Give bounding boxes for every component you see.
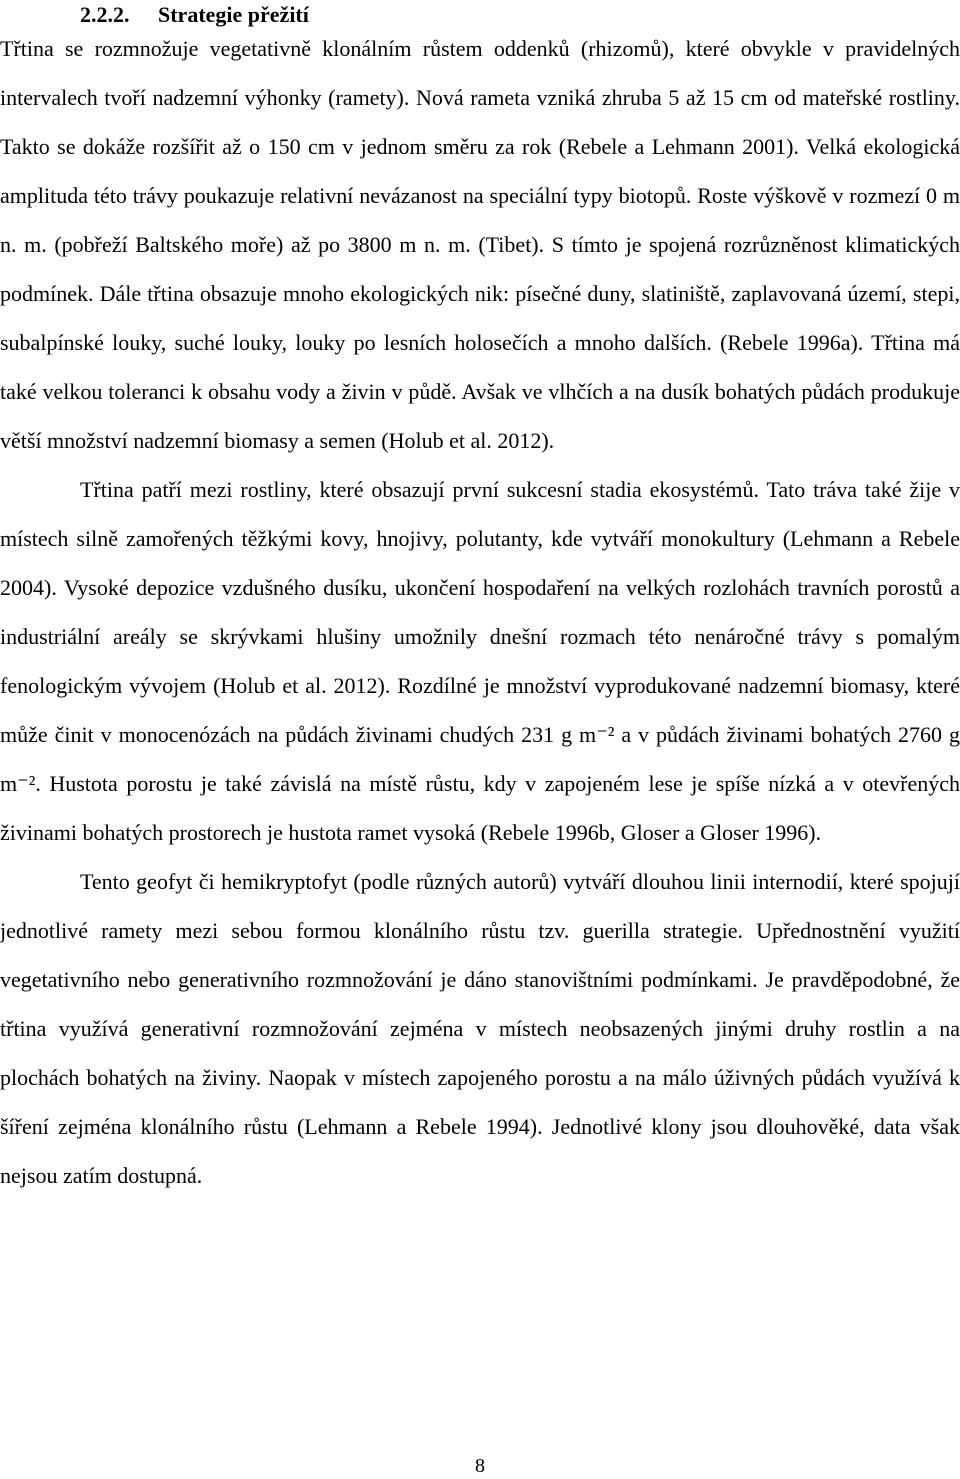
page-number: 8 — [475, 1455, 485, 1477]
paragraph-1: Třtina se rozmnožuje vegetativně klonálním růstem oddenků (rhizomů), které obvykle v pravidelných intervalech tvoří nadzemní výhonky (ramety). Nová rameta vzniká zhruba 5 až 15 cm od mateřské rostliny. Takto se dokáže rozšířit až o 150 cm v jednom směru za rok (Rebele a Lehmann 2001). Velká ekologická amplituda této trávy poukazuje relativní nevázanost na speciální typy biotopů. Roste výškově v rozmezí 0 m n. m. (pobřeží Baltského moře) až po 3800 m n. m. (Tibet). S tímto je spojená rozrůzněnost klimatických podmínek. Dále třtina obsazuje mnoho ekologických nik: písečné duny, slatiniště, zaplavovaná území, stepi, subalpínské louky, suché louky, louky po lesních holosečích a mnoho dalších. (Rebele 1996a). Třtina má také velkou toleranci k obsahu vody a živin v půdě. Avšak ve vlhčích a na dusík bohatých půdách produkuje větší množství nadzemní biomasy a semen (Holub et al. 2012). — [0, 36, 960, 453]
section-title: Strategie přežití — [158, 2, 309, 27]
section-number: 2.2.2. — [80, 2, 130, 27]
paragraph-3: Tento geofyt či hemikryptofyt (podle různých autorů) vytváří dlouhou linii internodií, které spojují jednotlivé ramety mezi sebou formou klonálního růstu tzv. guerilla strategie. Upřednostnění využití vegetativního nebo generativního rozmnožování je dáno stanovištními podmínkami. Je pravděpodobné, že třtina využívá generativní rozmnožování zejména v místech neobsazených jinými druhy rostlin a na plochách bohatých na živiny. Naopak v místech zapojeného porostu a na málo úživných půdách využívá k šíření zejména klonálního růstu (Lehmann a Rebele 1994). Jednotlivé klony jsou dlouhověké, data však nejsou zatím dostupná. — [0, 869, 960, 1188]
paragraph-2: Třtina patří mezi rostliny, které obsazují první sukcesní stadia ekosystémů. Tato tráva také žije v místech silně zamořených těžkými kovy, hnojivy, polutanty, kde vytváří monokultury (Lehmann a Rebele 2004). Vysoké depozice vzdušného dusíku, ukončení hospodaření na velkých rozlohách travních porostů a industriální areály se skrývkami hlušiny umožnily dnešní rozmach této nenáročné trávy s pomalým fenologickým vývojem (Holub et al. 2012). Rozdílné je množství vyprodukované nadzemní biomasy, které může činit v monocenózách na půdách živinami chudých 231 g m⁻² a v půdách živinami bohatých 2760 g m⁻². Hustota porostu je také závislá na místě růstu, kdy v zapojeném lese je spíše nízká a v otevřených živinami bohatých prostorech je hustota ramet vysoká (Rebele 1996b, Gloser a Gloser 1996). — [0, 477, 960, 845]
body-text — [0, 30, 960, 1200]
